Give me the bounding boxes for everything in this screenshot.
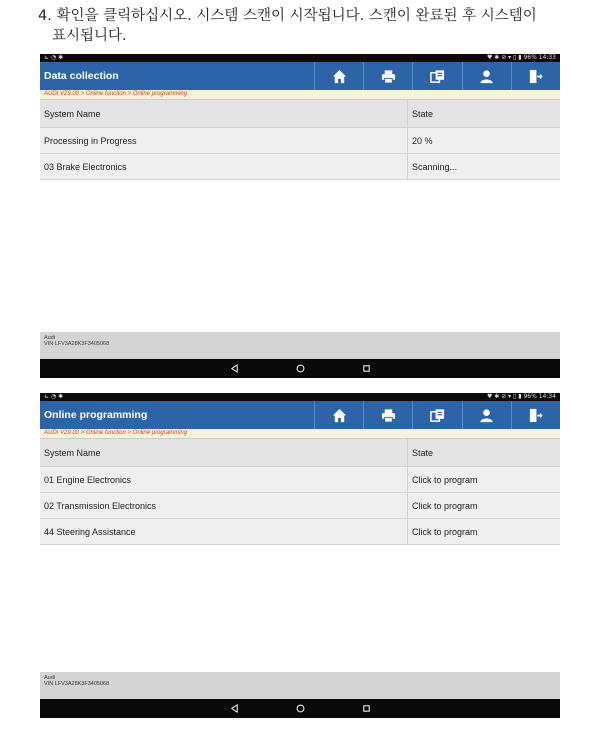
app-header	[40, 401, 560, 429]
android-status-bar	[40, 393, 560, 401]
state-cell[interactable]: Click to program	[412, 500, 478, 511]
nav-home-button[interactable]	[267, 364, 333, 373]
user-button[interactable]	[462, 62, 511, 90]
vehicle-vin: VIN LFV3A28K3F3405068	[44, 341, 110, 347]
recents-icon	[362, 704, 371, 713]
breadcrumb: AUDI V29.00 > Online function > Online programming	[40, 429, 560, 438]
status-left: ⊾ ◔ ✱	[44, 54, 64, 61]
exit-button[interactable]	[511, 401, 560, 429]
instruction-text	[38, 6, 578, 46]
system-table	[40, 438, 560, 545]
home-circle-icon	[296, 364, 305, 373]
column-header-system-name: System Name	[40, 439, 408, 466]
instruction-line-1: 4. 확인을 클릭하십시오. 시스템 스캔이 시작됩니다. 스캔이 완료된 후 시스템이	[38, 8, 537, 24]
system-name-cell: 01 Engine Electronics	[40, 467, 408, 492]
nav-home-button[interactable]	[267, 704, 333, 713]
state-cell[interactable]: Click to program	[412, 526, 478, 537]
screenshot-button[interactable]	[412, 401, 461, 429]
home-button[interactable]	[314, 401, 363, 429]
state-cell[interactable]: Click to program	[412, 474, 478, 485]
nav-recents-button[interactable]	[333, 364, 399, 373]
screenshot-online-programming	[40, 393, 560, 718]
home-circle-icon	[296, 704, 305, 713]
status-right: ♥ ✱ ⊘ ▾ ▯ ▮ 96% 14:34	[486, 393, 556, 400]
state-cell: 20 %	[412, 135, 433, 146]
android-nav-bar	[40, 699, 560, 718]
instruction-line-2: 표시됩니다.	[52, 28, 127, 44]
table-header	[40, 100, 560, 128]
user-icon	[479, 408, 494, 423]
table-row[interactable]	[40, 154, 560, 180]
screenshot-icon	[430, 69, 445, 84]
header-toolbar	[314, 62, 560, 90]
print-button[interactable]	[363, 62, 412, 90]
page-title: Data collection	[44, 70, 119, 82]
system-name-cell: 44 Steering Assistance	[40, 519, 408, 544]
table-row	[40, 128, 560, 154]
header-toolbar	[314, 401, 560, 429]
print-button[interactable]	[363, 401, 412, 429]
system-name-cell: 03 Brake Electronics	[40, 154, 408, 179]
recents-icon	[362, 364, 371, 373]
system-name-cell: 02 Transmission Electronics	[40, 493, 408, 518]
table-row[interactable]	[40, 467, 560, 493]
nav-back-button[interactable]	[201, 364, 267, 373]
vehicle-make: Audi	[44, 335, 56, 341]
table-row[interactable]	[40, 519, 560, 545]
home-icon	[332, 69, 347, 84]
exit-icon	[528, 69, 543, 84]
system-table	[40, 99, 560, 180]
status-left: ⊾ ◔ ✱	[44, 393, 64, 400]
state-cell: Scanning...	[412, 161, 458, 172]
print-icon	[381, 69, 396, 84]
android-status-bar	[40, 54, 560, 62]
android-nav-bar	[40, 359, 560, 378]
exit-icon	[528, 408, 543, 423]
vehicle-vin: VIN LFV3A28K3F3405068	[44, 681, 110, 687]
home-icon	[332, 408, 347, 423]
nav-recents-button[interactable]	[333, 704, 399, 713]
print-icon	[381, 408, 396, 423]
column-header-system-name: System Name	[40, 100, 408, 127]
screenshot-icon	[430, 408, 445, 423]
table-row[interactable]	[40, 493, 560, 519]
back-icon	[230, 704, 239, 713]
page-title: Online programming	[44, 409, 148, 421]
user-icon	[479, 69, 494, 84]
user-button[interactable]	[462, 401, 511, 429]
column-header-state: State	[412, 108, 434, 119]
vehicle-info-footer	[40, 672, 560, 699]
status-right: ♥ ✱ ⊘ ▾ ▯ ▮ 96% 14:33	[486, 54, 556, 61]
screenshot-data-collection	[40, 54, 560, 378]
exit-button[interactable]	[511, 62, 560, 90]
column-header-state: State	[412, 447, 434, 458]
system-name-cell: Processing in Progress	[40, 128, 408, 153]
table-header	[40, 439, 560, 467]
home-button[interactable]	[314, 62, 363, 90]
vehicle-info-footer	[40, 332, 560, 359]
vehicle-make: Audi	[44, 675, 56, 681]
back-icon	[230, 364, 239, 373]
nav-back-button[interactable]	[201, 704, 267, 713]
screenshot-button[interactable]	[412, 62, 461, 90]
app-header	[40, 62, 560, 90]
breadcrumb: AUDI V29.00 > Online function > Online programming	[40, 90, 560, 99]
